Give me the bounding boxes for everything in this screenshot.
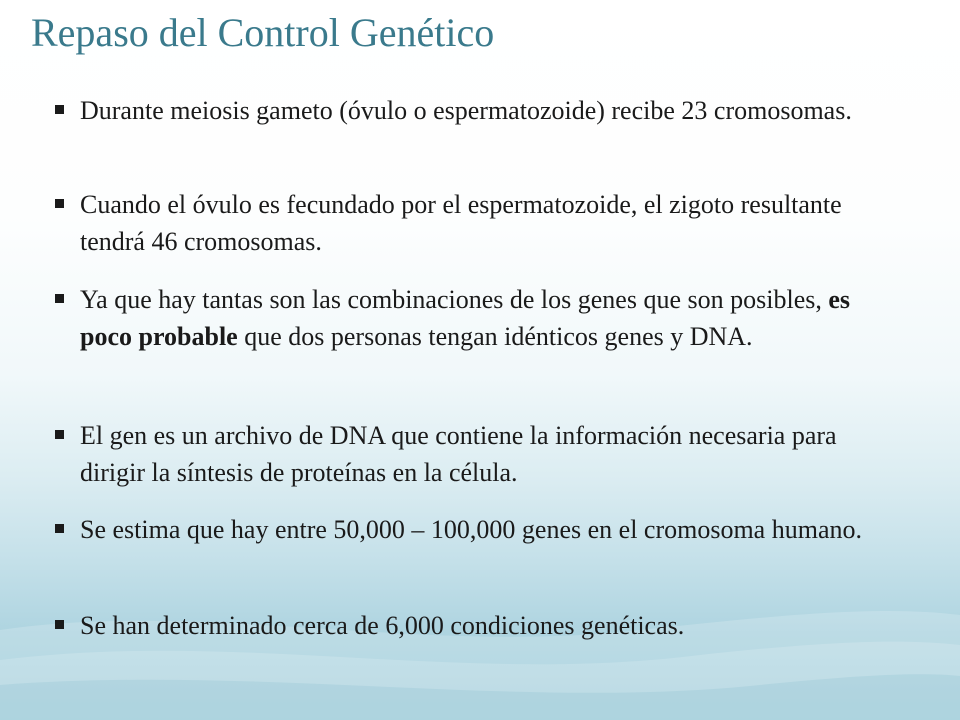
bullet-item: [55, 281, 905, 355]
bullet-text: Durante meiosis gameto (óvulo o espermatozoide) recibe 23 cromosomas.: [80, 96, 852, 125]
bullet-item: [55, 607, 905, 644]
bullet-text: El gen es un archivo de DNA que contiene la información necesaria para dirigir la síntesis de proteínas en la célula.: [80, 421, 837, 487]
bullet-text: Se estima que hay entre 50,000 – 100,000 genes en el cromosoma humano.: [80, 515, 862, 544]
bullet-text: Se han determinado cerca de 6,000 condiciones genéticas.: [80, 611, 685, 640]
bullet-item: [55, 92, 905, 129]
bullet-item: [55, 511, 905, 548]
bullet-item: [55, 417, 905, 491]
bullet-text-part: Ya que hay tantas son las combinaciones de los genes que son posibles,: [80, 285, 829, 314]
square-bullet-icon: [55, 430, 64, 439]
slide-title: Repaso del Control Genético: [31, 10, 495, 55]
square-bullet-icon: [55, 294, 64, 303]
square-bullet-icon: [55, 199, 64, 208]
square-bullet-icon: [55, 524, 64, 533]
bullet-item: [55, 186, 905, 260]
square-bullet-icon: [55, 620, 64, 629]
bold-emphasis: es poco probable: [80, 285, 851, 351]
bullet-text: Cuando el óvulo es fecundado por el espermatozoide, el zigoto resultante tendrá 46 cromosomas.: [80, 190, 842, 256]
square-bullet-icon: [55, 105, 64, 114]
bullet-text: [80, 281, 905, 355]
bullet-text-part: que dos personas tengan idénticos genes y DNA.: [237, 322, 753, 351]
